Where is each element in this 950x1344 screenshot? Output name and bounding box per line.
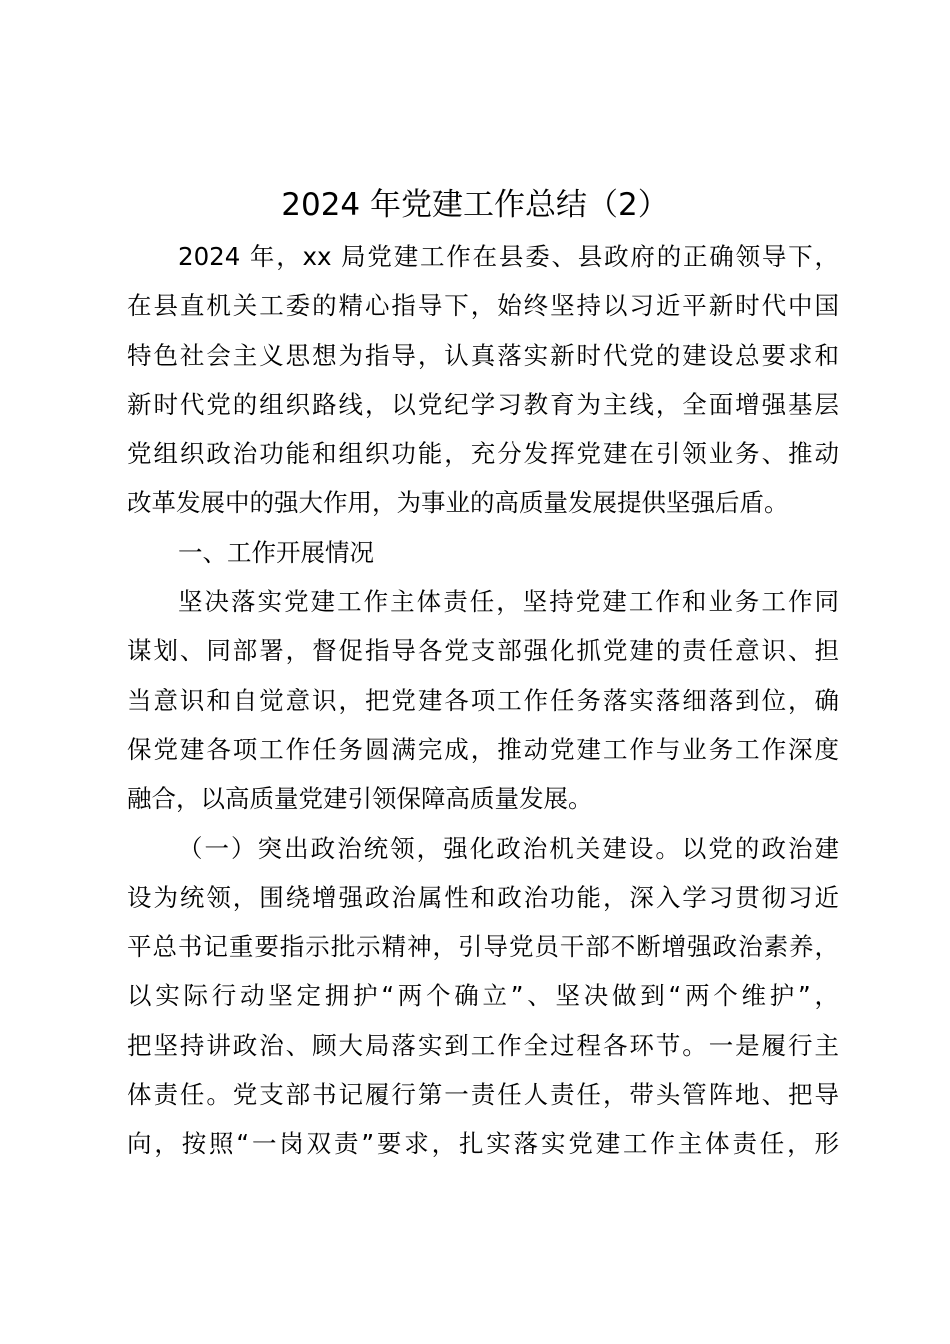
paragraph-line: 保党建各项工作任务圆满完成，推动党建工作与业务工作深度: [127, 734, 839, 764]
paragraph-line: 改革发展中的强大作用，为事业的高质量发展提供坚强后盾。: [127, 488, 789, 518]
paragraph-line: 以实际行动坚定拥护“两个确立”、坚决做到“两个维护”，: [127, 981, 839, 1011]
paragraph-line: 新时代党的组织路线，以党纪学习教育为主线，全面增强基层: [127, 389, 839, 419]
paragraph-line: 融合，以高质量党建引领保障高质量发展。: [127, 784, 593, 814]
paragraph-line: 2024 年，xx 局党建工作在县委、县政府的正确领导下，: [178, 242, 839, 271]
paragraph-line: 把坚持讲政治、顾大局落实到工作全过程各环节。一是履行主: [127, 1030, 839, 1060]
paragraph-line: 在县直机关工委的精心指导下，始终坚持以习近平新时代中国: [127, 291, 839, 321]
paragraph-line: 当意识和自觉意识，把党建各项工作任务落实落细落到位，确: [127, 685, 839, 715]
paragraph-line: 坚决落实党建工作主体责任，坚持党建工作和业务工作同: [178, 587, 839, 617]
paragraph-line: 平总书记重要指示批示精神，引导党员干部不断增强政治素养，: [127, 932, 839, 962]
document-title: 2024 年党建工作总结（2）: [281, 187, 669, 223]
paragraph-line: 特色社会主义思想为指导，认真落实新时代党的建设总要求和: [127, 340, 839, 370]
paragraph-line: 谋划、同部署，督促指导各党支部强化抓党建的责任意识、担: [127, 636, 839, 666]
section-heading: 一、工作开展情况: [178, 537, 374, 567]
paragraph-line: 设为统领，围绕增强政治属性和政治功能，深入学习贯彻习近: [127, 882, 839, 912]
subsection-line: （一）突出政治统领，强化政治机关建设。以党的政治建: [178, 833, 839, 863]
paragraph-line: 党组织政治功能和组织功能，充分发挥党建在引领业务、推动: [127, 439, 839, 469]
paragraph-line: 体责任。党支部书记履行第一责任人责任，带头管阵地、把导: [127, 1080, 839, 1110]
paragraph-line: 向，按照“一岗双责”要求，扎实落实党建工作主体责任，形: [127, 1129, 839, 1159]
document-body: [127, 232, 839, 1169]
